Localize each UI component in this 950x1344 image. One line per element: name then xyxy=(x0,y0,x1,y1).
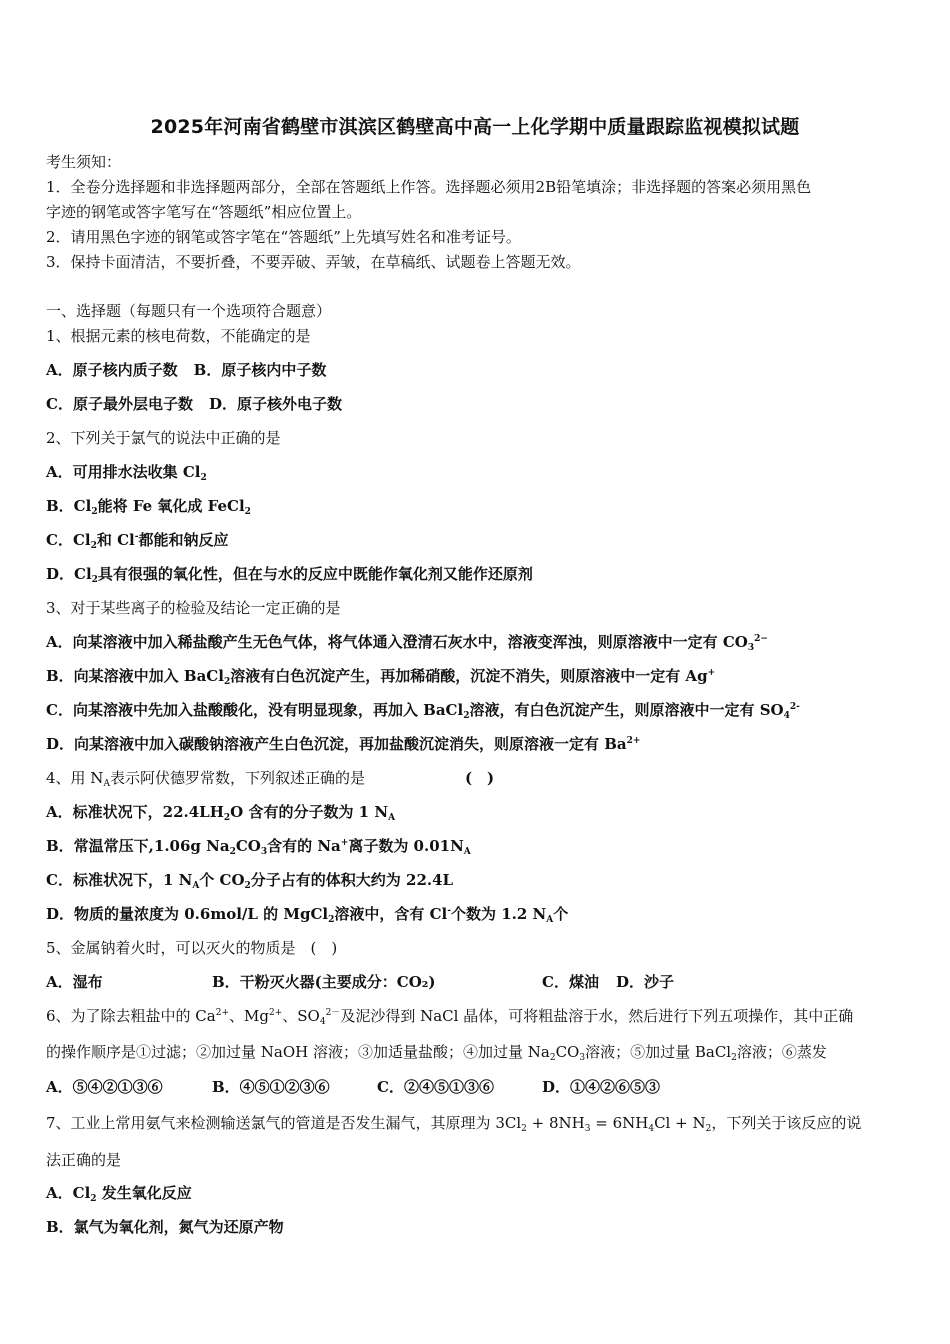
notice-item-3: 3．保持卡面清洁，不要折叠，不要弄破、弄皱，在草稿纸、试题卷上答题无效。 xyxy=(46,253,581,271)
q5-option-a[interactable]: A．湿布 xyxy=(46,973,103,991)
notice-item-1: 1．全卷分选择题和非选择题两部分，全部在答题纸上作答。选择题必须用2B铅笔填涂；非选择题的答案必须用黑色 xyxy=(46,178,812,196)
q6-option-c[interactable]: C．②④⑤①③⑥ xyxy=(377,1078,494,1096)
q4-stem: 4、用 $N_A$表示阿伏德罗常数，下列叙述正确的是 ( ) xyxy=(46,769,495,789)
answer-blank: ( ) xyxy=(464,769,495,787)
q1-option-b[interactable]: B．原子核内中子数 xyxy=(193,361,327,379)
q3-stem: 3、对于某些离子的检验及结论一定正确的是 xyxy=(46,599,341,617)
section-heading: 一、选择题（每题只有一个选项符合题意） xyxy=(46,302,332,320)
q6-option-d[interactable]: D．①④②⑥⑤③ xyxy=(542,1078,661,1096)
q2-option-c[interactable]: C．$Cl_2$和 Cl-都能和钠反应 xyxy=(46,531,229,551)
q7-option-b[interactable]: B．氯气为氧化剂，氮气为还原产物 xyxy=(46,1218,284,1236)
q7-option-a[interactable]: A．$Cl_2$ 发生氧化反应 xyxy=(46,1184,192,1204)
q3-option-b[interactable]: B．向某溶液中加入 BaCl$_2$溶液有白色沉淀产生，再加稀硝酸，沉淀不消失，则原溶液中一定有 Ag+ xyxy=(46,667,716,687)
q1-option-d[interactable]: D．原子核外电子数 xyxy=(208,395,342,413)
q1-option-c[interactable]: C．原子最外层电子数 xyxy=(46,395,193,413)
q5-stem: 5、金属钠着火时，可以灭火的物质是 ( ) xyxy=(46,939,338,957)
q5-option-b[interactable]: B．干粉灭火器(主要成分：CO₂) xyxy=(212,973,436,991)
q7-stem-line2: 法正确的是 xyxy=(46,1151,122,1169)
q4-option-c[interactable]: C．标准状况下，1 $N_A$个 $CO_2$分子占有的体积大约为 22.4L xyxy=(46,871,454,891)
q6-option-b[interactable]: B．④⑤①②③⑥ xyxy=(212,1078,330,1096)
q3-option-a[interactable]: A．向某溶液中加入稀盐酸产生无色气体，将气体通入澄清石灰水中，溶液变浑浊，则原溶液中一定有 $CO_3^{2-}$ xyxy=(46,633,768,653)
q6-option-a[interactable]: A．⑤④②①③⑥ xyxy=(46,1078,163,1096)
notice-item-2: 2．请用黑色字迹的钢笔或答字笔在“答题纸”上先填写姓名和准考证号。 xyxy=(46,228,521,246)
q4-option-b[interactable]: B．常温常压下,1.06g $Na_2CO_3$含有的 Na+离子数为 $0.01N_A$ xyxy=(46,837,471,857)
q1-options-row1 xyxy=(46,360,326,380)
q2-stem: 2、下列关于氯气的说法中正确的是 xyxy=(46,429,281,447)
page-title: 2025年河南省鹤壁市淇滨区鹤壁高中高一上化学期中质量跟踪监视模拟试题 xyxy=(150,116,800,138)
q3-option-d[interactable]: D．向某溶液中加入碳酸钠溶液产生白色沉淀，再加盐酸沉淀消失，则原溶液一定有 $Ba^{2+}$ xyxy=(46,735,641,753)
q6-stem-line1: 6、为了除去粗盐中的 $Ca^{2+}$、$Mg^{2+}$、$SO_4^{2-}$及泥沙得到 NaCl 晶体，可将粗盐溶于水，然后进行下列五项操作，其中正确 xyxy=(46,1007,854,1027)
notice-heading: 考生须知： xyxy=(46,153,122,171)
q1-options-row2 xyxy=(46,394,342,414)
q1-stem: 1、根据元素的核电荷数，不能确定的是 xyxy=(46,327,311,345)
q5-option-d[interactable]: D．沙子 xyxy=(616,973,675,991)
q5-option-c[interactable]: C．煤油 xyxy=(542,973,599,991)
q1-option-a[interactable]: A．原子核内质子数 xyxy=(46,361,178,379)
q7-stem-line1: 7、工业上常用氨气来检测输送氯气的管道是否发生漏气，其原理为 $3Cl_2 + 8NH_3 = 6NH_4Cl + N_2$，下列关于该反应的说 xyxy=(46,1114,862,1134)
q6-stem-line2: 的操作顺序是①过滤；②加过量 NaOH 溶液；③加适量盐酸；④加过量 $Na_2CO_3$溶液；⑤加过量 BaCl$_2$溶液；⑥蒸发 xyxy=(46,1043,827,1063)
q3-option-c[interactable]: C．向某溶液中先加入盐酸酸化，没有明显现象，再加入 BaCl$_2$溶液，有白色沉淀产生，则原溶液中一定有 $SO_4^{2-}$ xyxy=(46,701,800,721)
q2-option-a[interactable]: A．可用排水法收集 $Cl_2$ xyxy=(46,463,207,483)
notice-item-1-cont: 字迹的钢笔或答字笔写在“答题纸”相应位置上。 xyxy=(46,203,362,221)
q2-option-b[interactable]: B．$Cl_2$能将 Fe 氧化成 FeCl$_2$ xyxy=(46,497,251,517)
q4-option-d[interactable]: D．物质的量浓度为 0.6mol/L 的 MgCl$_2$溶液中，含有 Cl-个数为 1.2 $N_A$个 xyxy=(46,905,569,925)
q2-option-d[interactable]: D．$Cl_2$具有很强的氧化性，但在与水的反应中既能作氧化剂又能作还原剂 xyxy=(46,565,533,585)
q4-option-a[interactable]: A．标准状况下，$22.4LH_2O$ 含有的分子数为 1 $N_A$ xyxy=(46,803,396,823)
